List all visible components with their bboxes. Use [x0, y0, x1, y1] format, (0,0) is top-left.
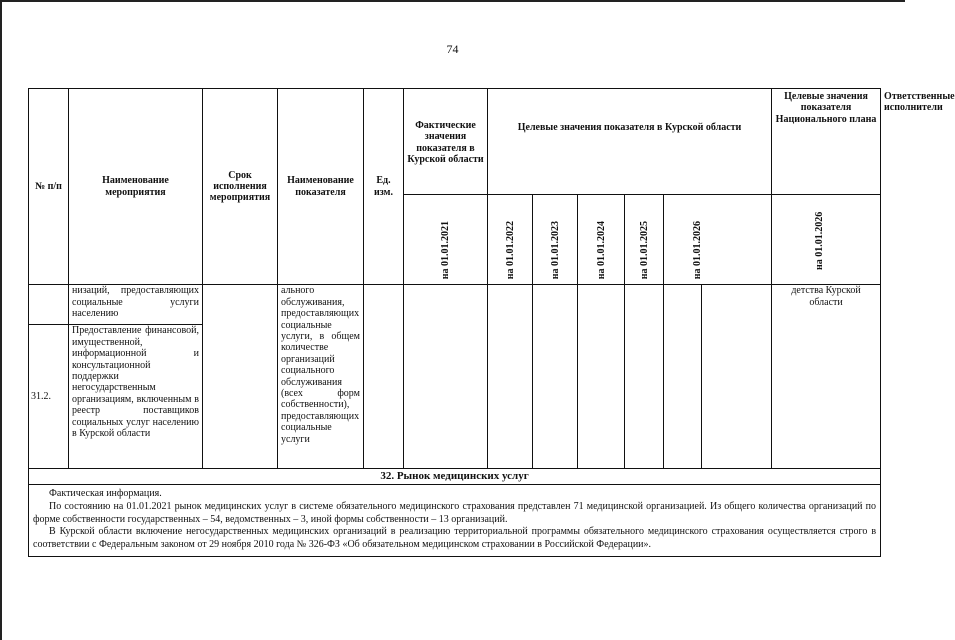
header-actual: Фактические значения показателя в Курской области [404, 89, 488, 195]
date-2023-cell [533, 195, 578, 285]
row-31-2-event: Предоставление финансовой, имущественной, информационной и консультационной поддержки негосударственным организациям, включенным в реестр поставщиков социальных услуг населению в Курской области [69, 325, 203, 469]
cont-num-cell [29, 285, 69, 325]
row-31-2-num: 31.2. [29, 325, 69, 469]
facts-paragraph-1: По состоянию на 01.01.2021 рынок медицинских услуг в системе обязательного медицинского страхования представлен 71 медицинской организацией. Из общего количества организаций по форме собственности государственных – 54, ведомственных – 3, иной формы собственности – 13 организаций. [33, 501, 877, 525]
date-national: на 01.01.2026 [814, 211, 826, 271]
cont-2023-cell [533, 285, 578, 469]
header-indicator: Наименование показателя [278, 89, 364, 285]
date-2022: на 01.01.2022 [504, 220, 516, 279]
section-row [29, 469, 881, 485]
header-target-kursk: Целевые значения показателя в Курской области [488, 89, 772, 195]
page-edge-top [0, 0, 905, 2]
facts-heading: Фактическая информация. [49, 488, 162, 500]
facts-paragraph-2: В Курской области включение негосударственных медицинских организаций в реализацию территориальной программы обязательного медицинского страхования осуществляется строго в соответствии с Федеральным законом от 29 ноября 2010 года № 326-ФЗ «Об обязательном медицинском страховании в Российской Федерации». [33, 526, 877, 550]
cont-2024-cell [578, 285, 625, 469]
header-unit: Ед. изм. [364, 89, 404, 285]
cont-national-cell [702, 285, 772, 469]
measures-table [28, 88, 955, 557]
page-number: 74 [446, 42, 459, 56]
header-target-national: Целевые значения показателя Национального плана [772, 89, 881, 195]
date-2024: на 01.01.2024 [595, 220, 607, 279]
header-row-top: № п/п Наименование мероприятия Срок исполнения мероприятия Наименование показателя Ед. изм. Фактические значения показателя в Курской области Целевые значения показателя в Курской области Целевые значения показателя Национального плана Ответственные исполнители [29, 89, 881, 195]
cont-deadline-cell [203, 285, 278, 469]
cont-event-text: низаций, предоставляющих социальные услуги населению [69, 285, 203, 325]
date-2022-cell [488, 195, 533, 285]
date-2023: на 01.01.2023 [549, 220, 561, 279]
cont-actual-cell [404, 285, 488, 469]
date-2025-cell [625, 195, 664, 285]
date-2024-cell [578, 195, 625, 285]
cont-indicator-text: ального обслуживания, предоставляющих социальные услуги, в общем количестве организаций социального обслуживания (всех форм собственности), предоставляющих социальные услуги [278, 285, 364, 469]
date-2025: на 01.01.2025 [638, 220, 650, 279]
cont-responsible-text: детства Курской области [772, 285, 881, 469]
cont-2026-cell [664, 285, 702, 469]
cont-unit-cell [364, 285, 404, 469]
date-actual: на 01.01.2021 [440, 220, 451, 279]
date-national-cell [772, 195, 881, 285]
facts-cell [29, 485, 881, 557]
header-num: № п/п [29, 89, 69, 285]
date-2026: на 01.01.2026 [692, 220, 704, 279]
table-row-continuation [29, 285, 881, 325]
cont-2025-cell [625, 285, 664, 469]
header-event: Наименование мероприятия [69, 89, 203, 285]
date-2026-cell [664, 195, 772, 285]
header-deadline: Срок исполнения мероприятия [203, 89, 278, 285]
section-title: 32. Рынок медицинских услуг [29, 469, 881, 485]
date-actual-cell [404, 195, 488, 285]
page-edge-left [0, 0, 2, 640]
facts-row [29, 485, 881, 557]
cont-2022-cell [488, 285, 533, 469]
